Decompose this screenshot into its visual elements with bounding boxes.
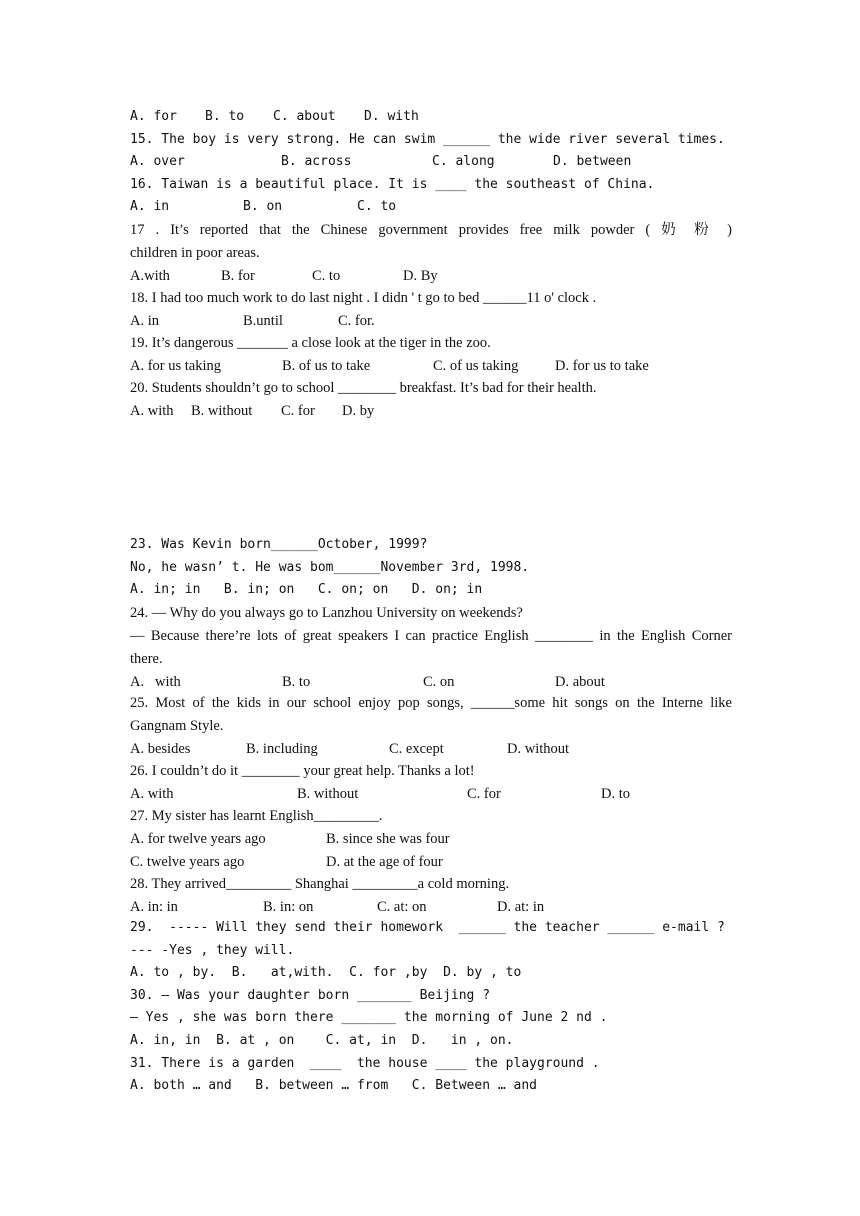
option: D. by	[342, 403, 375, 419]
option: A. over	[130, 154, 185, 169]
option: C. of us taking	[433, 358, 519, 374]
q27-options-row2	[130, 852, 732, 872]
option: B.until	[243, 313, 283, 329]
option: C. for	[281, 403, 315, 419]
option: B. without	[191, 403, 253, 419]
option: B. to	[205, 109, 245, 124]
option: A. besides	[130, 741, 191, 757]
q20-stem: 20. Students shouldn’t go to school ________ breakfast. It’s bad for their health.	[130, 380, 597, 396]
q28-stem: 28. They arrived_________ Shanghai _________a cold morning.	[130, 876, 510, 892]
option: B. since she was four	[326, 831, 450, 847]
q27-options-row1	[130, 829, 732, 849]
q30-stem: 30. — Was your daughter born _______ Beijing ?	[130, 988, 491, 1003]
q30-reply: — Yes , she was born there _______ the morning of June 2 nd .	[130, 1010, 608, 1025]
q23-options: A. in; in B. in; on C. on; on D. on; in	[130, 582, 483, 597]
q29-reply: --- -Yes , they will.	[130, 943, 295, 958]
option: C. twelve years ago	[130, 854, 245, 870]
q24-stem: 24. — Why do you always go to Lanzhou University on weekends?	[130, 605, 523, 621]
q24-reply-line1: — Because there’re lots of great speakers I can practice English ________ in the English Corner	[130, 628, 732, 644]
option: A. with	[130, 403, 174, 419]
option: B. across	[281, 154, 352, 169]
q19-options	[130, 356, 732, 376]
q30-options: A. in, in B. at , on C. at, in D. in , on.	[130, 1033, 514, 1048]
option: A. for us taking	[130, 358, 222, 374]
option: A. for	[130, 109, 177, 124]
option: D. at the age of four	[326, 854, 443, 870]
q15-options	[130, 152, 732, 172]
option: C. for	[467, 786, 501, 802]
q25-options	[130, 739, 732, 759]
q31-options: A. both … and B. between … from C. Between … and	[130, 1078, 537, 1093]
option: C. for.	[338, 313, 375, 329]
q26-stem: 26. I couldn’t do it ________ your great help. Thanks a lot!	[130, 763, 475, 779]
q20-options	[130, 401, 732, 421]
q18-stem: 18. I had too much work to do last night . I didn ' t go to bed ______11 o' clock .	[130, 290, 597, 306]
option: A. with	[130, 786, 174, 802]
option: D. for us to take	[555, 358, 649, 374]
q17-options	[130, 266, 732, 286]
option: C. to	[312, 268, 341, 284]
q28-options	[130, 897, 732, 917]
q19-stem: 19. It’s dangerous _______ a close look at the tiger in the zoo.	[130, 335, 491, 351]
q29-stem: 29. ----- Will they send their homework ______ the teacher ______ e-mail ?	[130, 920, 725, 935]
option: D. about	[555, 674, 605, 690]
q27-stem: 27. My sister has learnt English_________.	[130, 808, 383, 824]
option: A. for twelve years ago	[130, 831, 266, 847]
option: C. at: on	[377, 899, 427, 915]
q18-options	[130, 311, 732, 331]
option: A. in	[130, 313, 159, 329]
q26-options	[130, 784, 732, 804]
option: B. to	[282, 674, 311, 690]
option: D. between	[553, 154, 632, 169]
option: C. to	[357, 199, 397, 214]
option: B. of us to take	[282, 358, 371, 374]
q25-stem-line2: Gangnam Style.	[130, 718, 224, 734]
q16-stem: 16. Taiwan is a beautiful place. It is ____ the southeast of China.	[130, 177, 655, 192]
option: C. about	[273, 109, 336, 124]
option: B. in: on	[263, 899, 314, 915]
option: B. on	[243, 199, 283, 214]
q29-options: A. to , by. B. at,with. C. for ,by D. by , to	[130, 965, 522, 980]
q25-stem-line1: 25. Most of the kids in our school enjoy pop songs, ______some hit songs on the Interne like	[130, 695, 732, 711]
q23-reply: No, he wasn’ t. He was bom______November 3rd, 1998.	[130, 560, 530, 575]
option: B. for	[221, 268, 255, 284]
q14-options	[130, 107, 732, 127]
option: C. except	[389, 741, 444, 757]
option: A. with	[130, 674, 181, 690]
q15-stem: 15. The boy is very strong. He can swim ______ the wide river several times.	[130, 132, 725, 147]
q31-stem: 31. There is a garden ____ the house ____ the playground .	[130, 1056, 600, 1071]
option: D. at: in	[497, 899, 545, 915]
q23-stem: 23. Was Kevin born______October, 1999?	[130, 537, 428, 552]
option: B. including	[246, 741, 318, 757]
q17-stem-line2: children in poor areas.	[130, 245, 260, 261]
option: D. By	[403, 268, 438, 284]
q24-reply-line2: there.	[130, 651, 163, 667]
option: D. to	[601, 786, 630, 802]
option: C. along	[432, 154, 495, 169]
option: A.with	[130, 268, 170, 284]
q24-options	[130, 672, 732, 692]
q16-options	[130, 197, 732, 217]
option: D. without	[507, 741, 570, 757]
option: A. in	[130, 199, 170, 214]
option: B. without	[297, 786, 359, 802]
option: D. with	[364, 109, 419, 124]
q17-stem-line1: 17 . It’s reported that the Chinese government provides free milk powder ( 奶 粉 )	[130, 222, 732, 238]
option: A. in: in	[130, 899, 178, 915]
option: C. on	[423, 674, 455, 690]
